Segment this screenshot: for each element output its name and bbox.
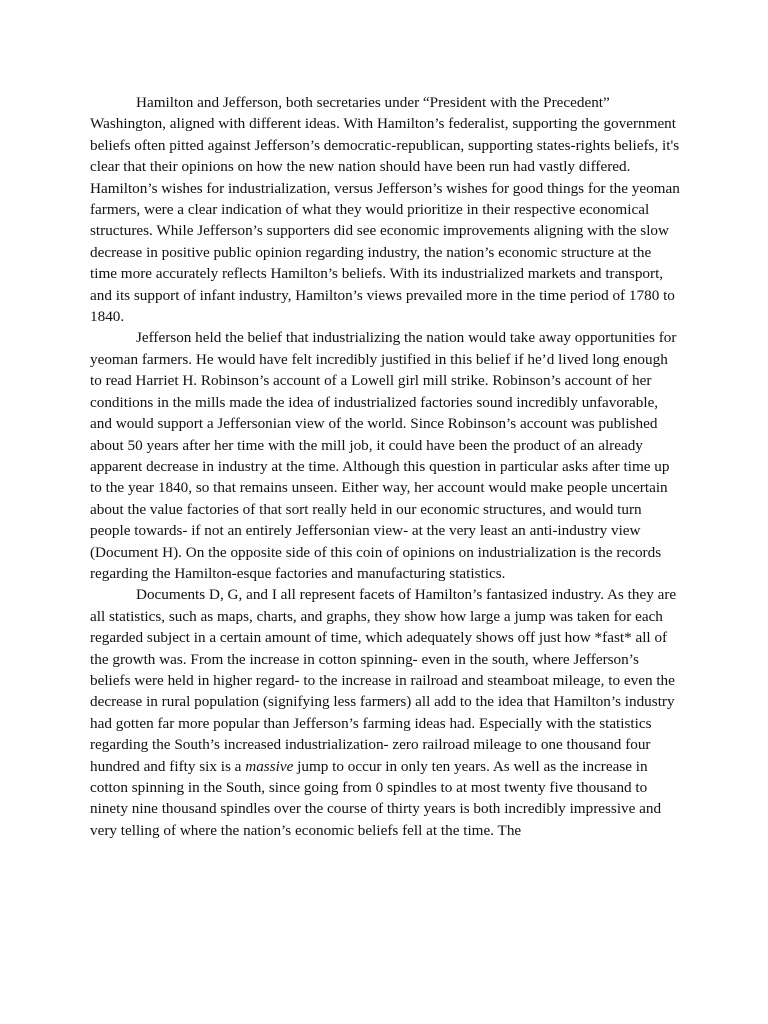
paragraph-3-text-b: jump to occur in only ten years. As well as the increase in cotton spinning in the South, since going from 0 spindles to at most twenty five thousand to ninety nine thousand spindles over the course of thirty years is both incredibly impressive and very telling of where the nation’s economic beliefs fell at the time. The [90,757,662,839]
paragraph-3-text-a: Documents D, G, and I all represent facets of Hamilton’s fantasized industry. As they are all statistics, such as maps, charts, and graphs, they show how large a jump was taken for each regarded subject in a certain amount of time, which adequately shows off just how *fast* all of the growth was. From the increase in cotton spinning- even in the south, where Jefferson’s beliefs were held in higher regard- to the increase in railroad and steamboat mileage, to even the decrease in rural population (signifying less farmers) all add to the idea that Hamilton’s industry had gotten far more popular than Jefferson’s farming ideas had. Especially with the statistics regarding the South’s increased industrialization- zero railroad mileage to one thousand four hundred and fifty six is a [90,586,677,775]
paragraph-2-text: Jefferson held the belief that industrializing the nation would take away opportunities for yeoman farmers. He would have felt incredibly justified in this belief if he’d lived long enough to read Harriet H. Robinson’s account of a Lowell girl mill strike. Robinson’s account of her conditions in the mills made the idea of industrialized factories sound incredibly unfavorable, and would support a Jeffersonian view of the world. Since Robinson’s account was published about 50 years after her time with the mill job, it could have been the product of an already apparent decrease in industry at the time. Although this question in particular asks after time up to the year 1840, so that remains unseen. Either way, her account would make people uncertain about the value factories of that sort really held in our economic structures, and would turn people towards- if not an entirely Jeffersonian view- at the very least an anti-industry view (Document H). On the opposite side of this coin of opinions on industrialization is the records regarding the Hamilton-esque factories and manufacturing statistics. [90,329,677,582]
paragraph-3 [90,584,680,841]
paragraph-1 [90,92,680,327]
document-page [90,92,680,841]
paragraph-1-text: Hamilton and Jefferson, both secretaries under “President with the Precedent” Washington, aligned with different ideas. With Hamilton’s federalist, supporting the government beliefs often pitted against Jefferson’s democratic-republican, supporting states-rights beliefs, it's clear that their opinions on how the new nation should have been run had vastly differed. Hamilton’s wishes for industrialization, versus Jefferson’s wishes for good things for the yeoman farmers, were a clear indication of what they would prioritize in their respective economical structures. While Jefferson’s supporters did see economic improvements aligning with the slow decrease in positive public opinion regarding industry, the nation’s economic structure at the time more accurately reflects Hamilton’s beliefs. With its industrialized markets and transport, and its support of infant industry, Hamilton’s views prevailed more in the time period of 1780 to 1840. [90,94,680,326]
paragraph-2 [90,327,680,584]
paragraph-3-italic-emphasis: massive [245,757,294,775]
